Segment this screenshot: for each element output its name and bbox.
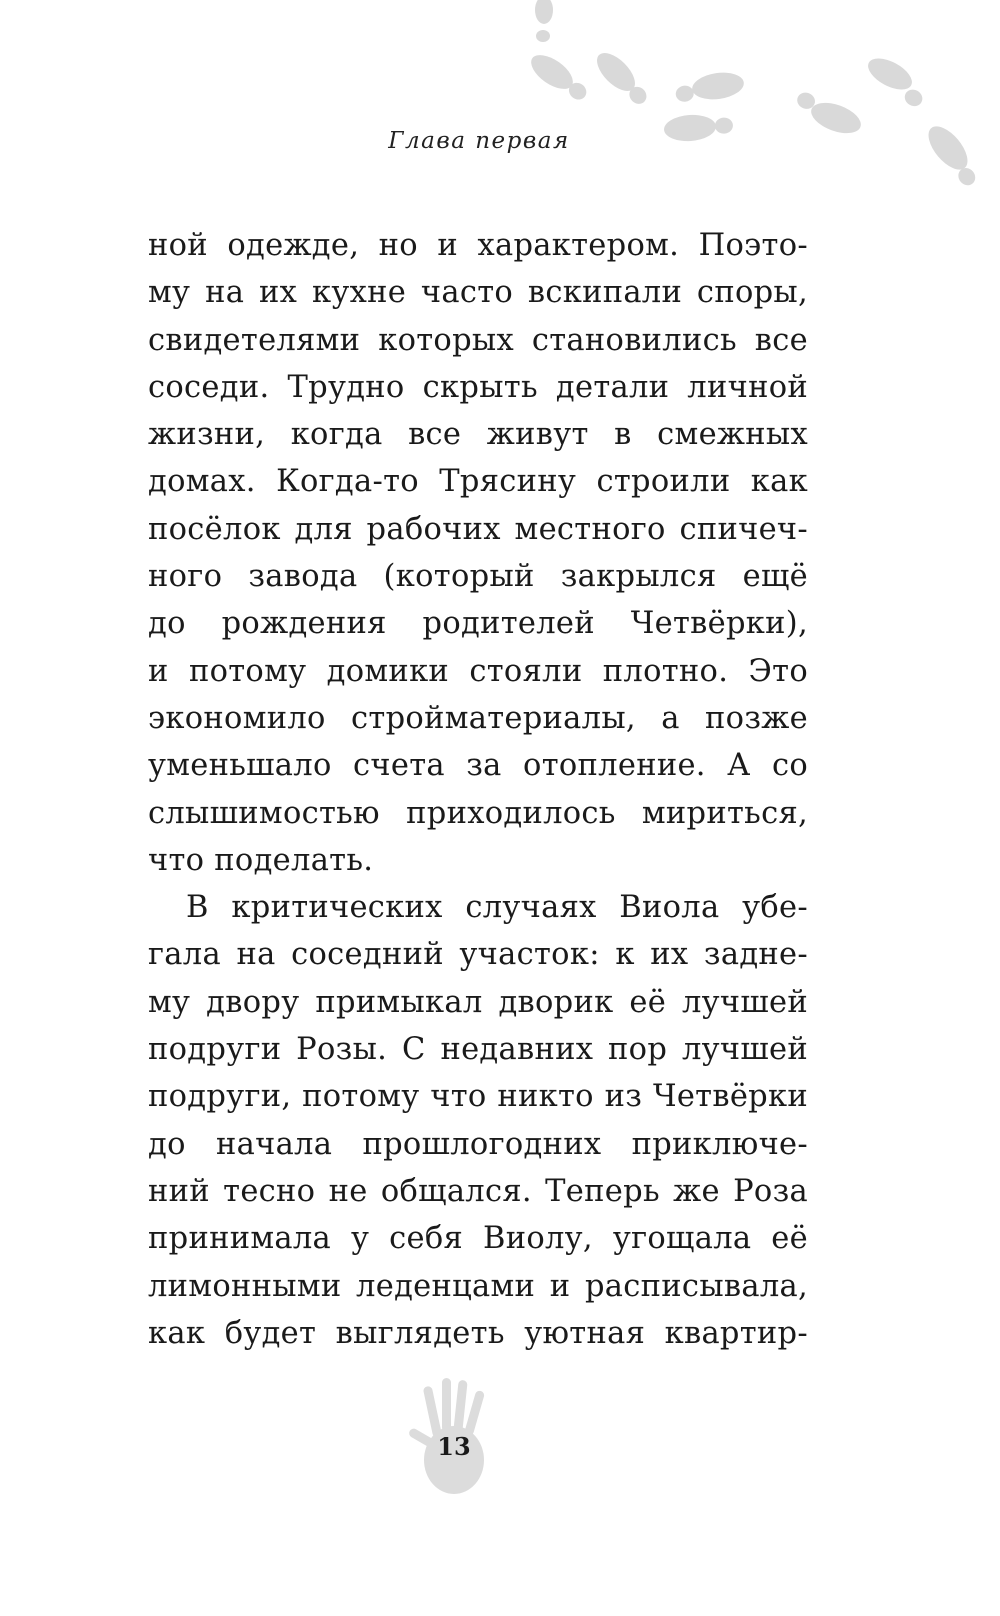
body-text <box>148 222 808 1357</box>
text-line: ний тесно не общался. Теперь же Роза <box>148 1173 808 1209</box>
text-line: му двору примыкал дворик её лучшей <box>148 984 808 1020</box>
text-line: соседи. Трудно скрыть детали личной <box>148 369 808 405</box>
text-line: уменьшало счета за отопление. А со <box>148 748 808 784</box>
text-line: подруги Розы. С недавних пор лучшей <box>148 1032 808 1068</box>
text-line: что поделать. <box>148 842 374 878</box>
text-line: слышимостью приходилось мириться, <box>148 795 808 831</box>
text-line: му на их кухне часто вскипали споры, <box>148 275 808 311</box>
text-line: домах. Когда-то Трясину строили как <box>148 464 808 500</box>
text-line: жизни, когда все живут в смежных <box>148 417 808 453</box>
text-line: подруги, потому что никто из Четвёрки <box>148 1079 808 1115</box>
running-head: Глава первая <box>388 128 570 154</box>
text-line: лимонными леденцами и расписывала, <box>148 1268 808 1304</box>
text-line: ного завода (который закрылся ещё <box>148 559 808 595</box>
text-line: как будет выглядеть уютная квартир- <box>148 1315 808 1351</box>
text-line: В критических случаях Виола убе- <box>186 890 808 926</box>
text-line: свидетелями которых становились все <box>148 322 808 358</box>
text-line: посёлок для рабочих местного спичеч- <box>148 511 808 547</box>
footprints-icon <box>0 0 1000 220</box>
text-line: до начала прошлогодних приключе- <box>148 1126 808 1162</box>
text-line: гала на соседний участок: к их задне- <box>148 937 808 973</box>
text-line: экономило стройматериалы, а позже <box>148 700 808 736</box>
text-line: до рождения родителей Четвёрки), <box>148 606 808 642</box>
text-line: принимала у себя Виолу, угощала её <box>148 1221 808 1257</box>
page-number: 13 <box>437 1432 471 1461</box>
text-line: ной одежде, но и характером. Поэто- <box>148 228 808 263</box>
text-line: и потому домики стояли плотно. Это <box>148 653 808 689</box>
